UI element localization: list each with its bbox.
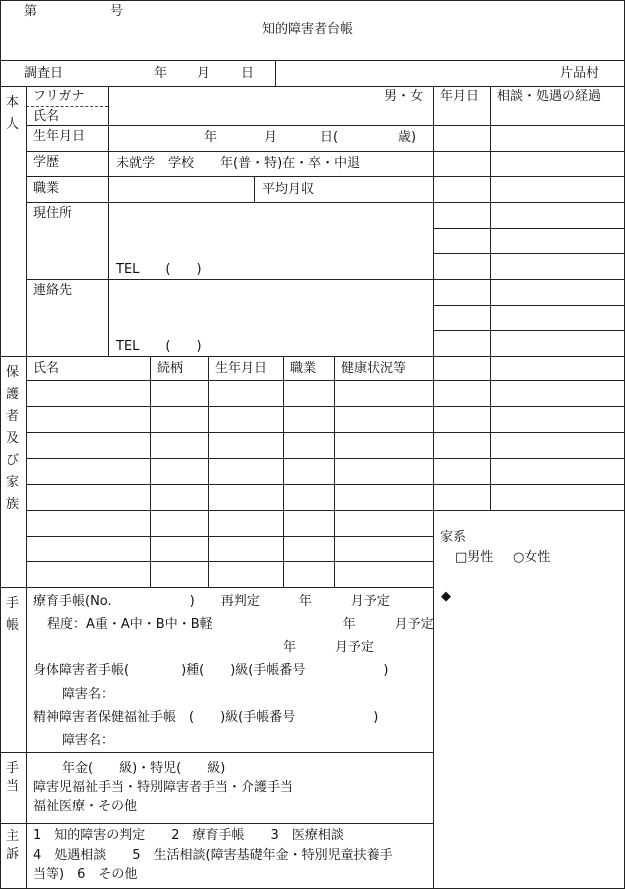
job-label: 職業 xyxy=(33,181,60,196)
legend-male: □男性 xyxy=(455,550,494,565)
section-label-shuso-2: 訴 xyxy=(6,847,20,862)
contact-label: 連絡先 xyxy=(33,283,73,298)
furigana-label: フリガナ xyxy=(33,89,85,104)
section-label-family-5: び xyxy=(6,453,20,468)
family-col-health: 健康状況等 xyxy=(341,361,407,376)
section-label-person-2: 人 xyxy=(6,117,20,132)
complaint-line-2: 4 処遇相談 5 生活相談(障害基礎年金・特別児童扶養手 xyxy=(33,848,393,863)
legend-female: ○女性 xyxy=(513,550,551,565)
birth-label: 生年月日 xyxy=(33,129,86,144)
shintai-disability-name: 障害名： xyxy=(62,687,115,702)
complaint-line-3: 当等) 6 その他 xyxy=(33,867,138,882)
section-label-person-1: 本 xyxy=(6,95,20,110)
number-prefix: 第 xyxy=(24,4,38,19)
allowance-line: 障害児福祉手当・特別障害者手当・介護手当 xyxy=(33,780,294,795)
birth-day: 日( xyxy=(320,130,339,145)
form-title: 知的障害者台帳 xyxy=(262,22,354,37)
history-notes-header: 相談・処遇の経過 xyxy=(497,89,602,104)
seishin-disability-name: 障害名： xyxy=(62,733,115,748)
section-label-family-2: 護 xyxy=(6,387,20,402)
seishin-techo-line: 精神障害者保健福祉手帳 ( )級(手帳番号 ) xyxy=(33,710,379,725)
survey-day: 日 xyxy=(241,66,255,81)
name-label: 氏名 xyxy=(33,109,60,124)
shintai-techo-line: 身体障害者手帳( )種( )級(手帳番号 ) xyxy=(33,663,389,678)
ryoiku-recheck-line: 年 月予定 xyxy=(283,640,375,655)
family-col-job: 職業 xyxy=(290,361,317,376)
address-tel: TEL ( ) xyxy=(116,262,202,277)
birth-month: 月 xyxy=(264,130,278,145)
section-label-techo-2: 帳 xyxy=(6,618,20,633)
birth-year: 年 xyxy=(204,130,218,145)
survey-date-label: 調査日 xyxy=(24,66,64,81)
number-suffix: 号 xyxy=(110,4,124,19)
diamond-icon: ◆ xyxy=(441,589,451,604)
kakei-label: 家系 xyxy=(440,530,467,545)
welfare-line: 福祉医療・その他 xyxy=(33,799,138,814)
ryoiku-level-line: 程度：A重・A中・B中・B軽 年 月予定 xyxy=(47,617,434,632)
section-label-family-6: 家 xyxy=(6,475,20,490)
section-label-family-3: 者 xyxy=(6,409,20,424)
family-col-birth: 生年月日 xyxy=(215,361,268,376)
section-label-shuso-1: 主 xyxy=(6,829,20,844)
pension-line: 年金( 級)・特児( 級) xyxy=(62,761,226,776)
education-field: 未就学 学校 年(普・特)在・卒・中退 xyxy=(116,156,361,171)
survey-month: 月 xyxy=(197,66,211,81)
section-label-teate-1: 手 xyxy=(6,761,20,776)
village-name: 片品村 xyxy=(560,66,600,81)
contact-tel: TEL ( ) xyxy=(116,339,202,354)
complaint-line-1: 1 知的障害の判定 2 療育手帳 3 医療相談 xyxy=(33,828,344,843)
income-label: 平均月収 xyxy=(262,182,315,197)
education-label: 学歴 xyxy=(33,155,60,170)
section-label-family-7: 族 xyxy=(6,497,20,512)
section-label-teate-2: 当 xyxy=(6,779,20,794)
address-label: 現住所 xyxy=(33,206,73,221)
family-col-name: 氏名 xyxy=(33,361,60,376)
survey-year: 年 xyxy=(154,66,168,81)
sex-field: 男・女 xyxy=(384,89,424,104)
section-label-family-1: 保 xyxy=(6,365,20,380)
age-field: 歳) xyxy=(398,130,417,145)
section-label-family-4: 及 xyxy=(6,431,20,446)
ryoiku-techo-line: 療育手帳(No. ) 再判定 年 月予定 xyxy=(33,594,390,609)
section-label-techo-1: 手 xyxy=(6,596,20,611)
family-col-relation: 続柄 xyxy=(157,361,184,376)
history-date-header: 年月日 xyxy=(440,89,480,104)
